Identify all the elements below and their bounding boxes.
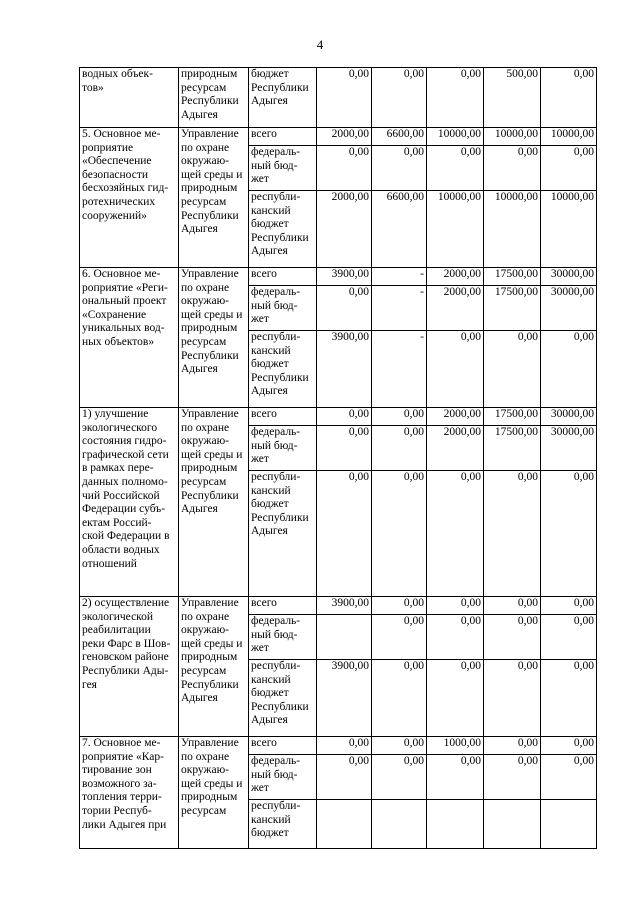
activity-cell: 7. Основное ме- роприятие «Кар- тирование зон возможного за- топления терри- тории Респуб- лики Адыгея при — [80, 737, 179, 849]
table-row — [80, 737, 597, 755]
page-number: 4 — [316, 37, 324, 52]
amount-cell: 0,00 — [372, 615, 427, 660]
executor-cell: Управление по охране окружаю- щей среды и природным ресурсам Республики Адыгея — [179, 128, 249, 268]
table-row — [80, 268, 597, 286]
amount-cell — [427, 800, 484, 849]
amount-cell: 0,00 — [541, 68, 597, 128]
amount-cell: 17500,00 — [484, 268, 541, 286]
amount-cell: 0,00 — [427, 146, 484, 191]
amount-cell: - — [372, 331, 427, 408]
amount-cell — [317, 615, 372, 660]
amount-cell: 2000,00 — [427, 268, 484, 286]
amount-cell: 0,00 — [541, 471, 597, 597]
amount-cell: 0,00 — [427, 755, 484, 800]
executor-cell: Управление по охране окружаю- щей среды и природным ресурсам — [179, 737, 249, 849]
amount-cell: 6600,00 — [372, 128, 427, 146]
amount-cell: 0,00 — [317, 737, 372, 755]
funding-source-cell: федераль- ный бюд- жет — [249, 755, 317, 800]
amount-cell: 3900,00 — [317, 660, 372, 737]
amount-cell: 10000,00 — [427, 191, 484, 268]
amount-cell: 0,00 — [372, 408, 427, 426]
amount-cell: 0,00 — [427, 471, 484, 597]
amount-cell: 0,00 — [427, 615, 484, 660]
amount-cell: 0,00 — [372, 471, 427, 597]
funding-source-cell: бюджет Республики Адыгея — [249, 68, 317, 128]
amount-cell: 0,00 — [427, 68, 484, 128]
funding-source-cell: всего — [249, 408, 317, 426]
activity-cell: 5. Основное ме- роприятие «Обеспечение безопасности бесхозяйных гид- ротехнических сооружений» — [80, 128, 179, 268]
funding-source-cell: республи- канский бюджет Республики Адыгея — [249, 331, 317, 408]
amount-cell: 2000,00 — [427, 426, 484, 471]
amount-cell: 2000,00 — [427, 408, 484, 426]
amount-cell: 10000,00 — [484, 128, 541, 146]
amount-cell: 0,00 — [484, 471, 541, 597]
executor-cell: Управление по охране окружаю- щей среды и природным ресурсам Республики Адыгея — [179, 408, 249, 597]
amount-cell: 0,00 — [484, 755, 541, 800]
amount-cell: 10000,00 — [541, 128, 597, 146]
amount-cell: 0,00 — [427, 331, 484, 408]
amount-cell: 2000,00 — [427, 286, 484, 331]
amount-cell — [317, 800, 372, 849]
funding-source-cell: всего — [249, 268, 317, 286]
amount-cell: 30000,00 — [541, 286, 597, 331]
amount-cell: 3900,00 — [317, 331, 372, 408]
table-row — [80, 68, 597, 128]
amount-cell: 17500,00 — [484, 286, 541, 331]
amount-cell: 30000,00 — [541, 268, 597, 286]
amount-cell: 30000,00 — [541, 408, 597, 426]
amount-cell — [541, 800, 597, 849]
amount-cell: 0,00 — [372, 737, 427, 755]
amount-cell: 0,00 — [541, 615, 597, 660]
amount-cell: 0,00 — [317, 426, 372, 471]
amount-cell — [372, 800, 427, 849]
funding-source-cell: всего — [249, 128, 317, 146]
funding-source-cell: республи- канский бюджет Республики Адыгея — [249, 191, 317, 268]
funding-source-cell: республи- канский бюджет — [249, 800, 317, 849]
amount-cell: 10000,00 — [427, 128, 484, 146]
amount-cell: 0,00 — [541, 755, 597, 800]
activity-cell: 1) улучшение экологического состояния гидро- графической сети в рамках пере- данных полномо- чий Российской Федерации субъ- ектам Россий- ской Федерации в области водных отношений — [80, 408, 179, 597]
amount-cell: 500,00 — [484, 68, 541, 128]
amount-cell: - — [372, 268, 427, 286]
amount-cell: 0,00 — [372, 660, 427, 737]
amount-cell: 0,00 — [372, 426, 427, 471]
amount-cell: 2000,00 — [317, 128, 372, 146]
funding-source-cell: республи- канский бюджет Республики Адыгея — [249, 471, 317, 597]
amount-cell: 0,00 — [541, 331, 597, 408]
amount-cell: 3900,00 — [317, 268, 372, 286]
amount-cell: 0,00 — [484, 331, 541, 408]
table-row — [80, 128, 597, 146]
activity-cell: водных объек- тов» — [80, 68, 179, 128]
table-row — [80, 408, 597, 426]
amount-cell: 0,00 — [541, 660, 597, 737]
amount-cell: 10000,00 — [484, 191, 541, 268]
amount-cell: - — [372, 286, 427, 331]
amount-cell: 0,00 — [484, 737, 541, 755]
amount-cell: 0,00 — [541, 737, 597, 755]
amount-cell: 1000,00 — [427, 737, 484, 755]
amount-cell: 10000,00 — [541, 191, 597, 268]
amount-cell: 0,00 — [317, 286, 372, 331]
amount-cell: 0,00 — [484, 660, 541, 737]
amount-cell: 0,00 — [427, 597, 484, 615]
funding-source-cell: всего — [249, 597, 317, 615]
amount-cell: 0,00 — [372, 755, 427, 800]
amount-cell: 6600,00 — [372, 191, 427, 268]
funding-source-cell: федераль- ный бюд- жет — [249, 615, 317, 660]
activity-cell: 2) осуществление экологической реабилитации реки Фарс в Шов- геновском районе Республики Ады- гея — [80, 597, 179, 737]
budget-table — [79, 67, 597, 849]
amount-cell: 0,00 — [372, 597, 427, 615]
amount-cell: 30000,00 — [541, 426, 597, 471]
executor-cell: Управление по охране окружаю- щей среды и природным ресурсам Республики Адыгея — [179, 268, 249, 408]
executor-cell: Управление по охране окружаю- щей среды и природным ресурсам Республики Адыгея — [179, 597, 249, 737]
amount-cell — [484, 800, 541, 849]
amount-cell: 0,00 — [484, 597, 541, 615]
executor-cell: природным ресурсам Республики Адыгея — [179, 68, 249, 128]
amount-cell: 0,00 — [541, 146, 597, 191]
amount-cell: 0,00 — [372, 146, 427, 191]
amount-cell: 0,00 — [484, 615, 541, 660]
funding-source-cell: федераль- ный бюд- жет — [249, 426, 317, 471]
funding-source-cell: федераль- ный бюд- жет — [249, 146, 317, 191]
amount-cell: 0,00 — [317, 146, 372, 191]
funding-source-cell: всего — [249, 737, 317, 755]
amount-cell: 0,00 — [317, 408, 372, 426]
table-row — [80, 597, 597, 615]
amount-cell: 0,00 — [317, 755, 372, 800]
amount-cell: 0,00 — [427, 660, 484, 737]
amount-cell: 3900,00 — [317, 597, 372, 615]
funding-source-cell: республи- канский бюджет Республики Адыгея — [249, 660, 317, 737]
activity-cell: 6. Основное ме- роприятие «Реги- ональный проект «Сохранение уникальных вод- ных объектов» — [80, 268, 179, 408]
funding-source-cell: федераль- ный бюд- жет — [249, 286, 317, 331]
amount-cell: 17500,00 — [484, 408, 541, 426]
amount-cell: 0,00 — [484, 146, 541, 191]
amount-cell: 17500,00 — [484, 426, 541, 471]
amount-cell: 0,00 — [317, 68, 372, 128]
amount-cell: 0,00 — [317, 471, 372, 597]
amount-cell: 2000,00 — [317, 191, 372, 268]
amount-cell: 0,00 — [541, 597, 597, 615]
amount-cell: 0,00 — [372, 68, 427, 128]
